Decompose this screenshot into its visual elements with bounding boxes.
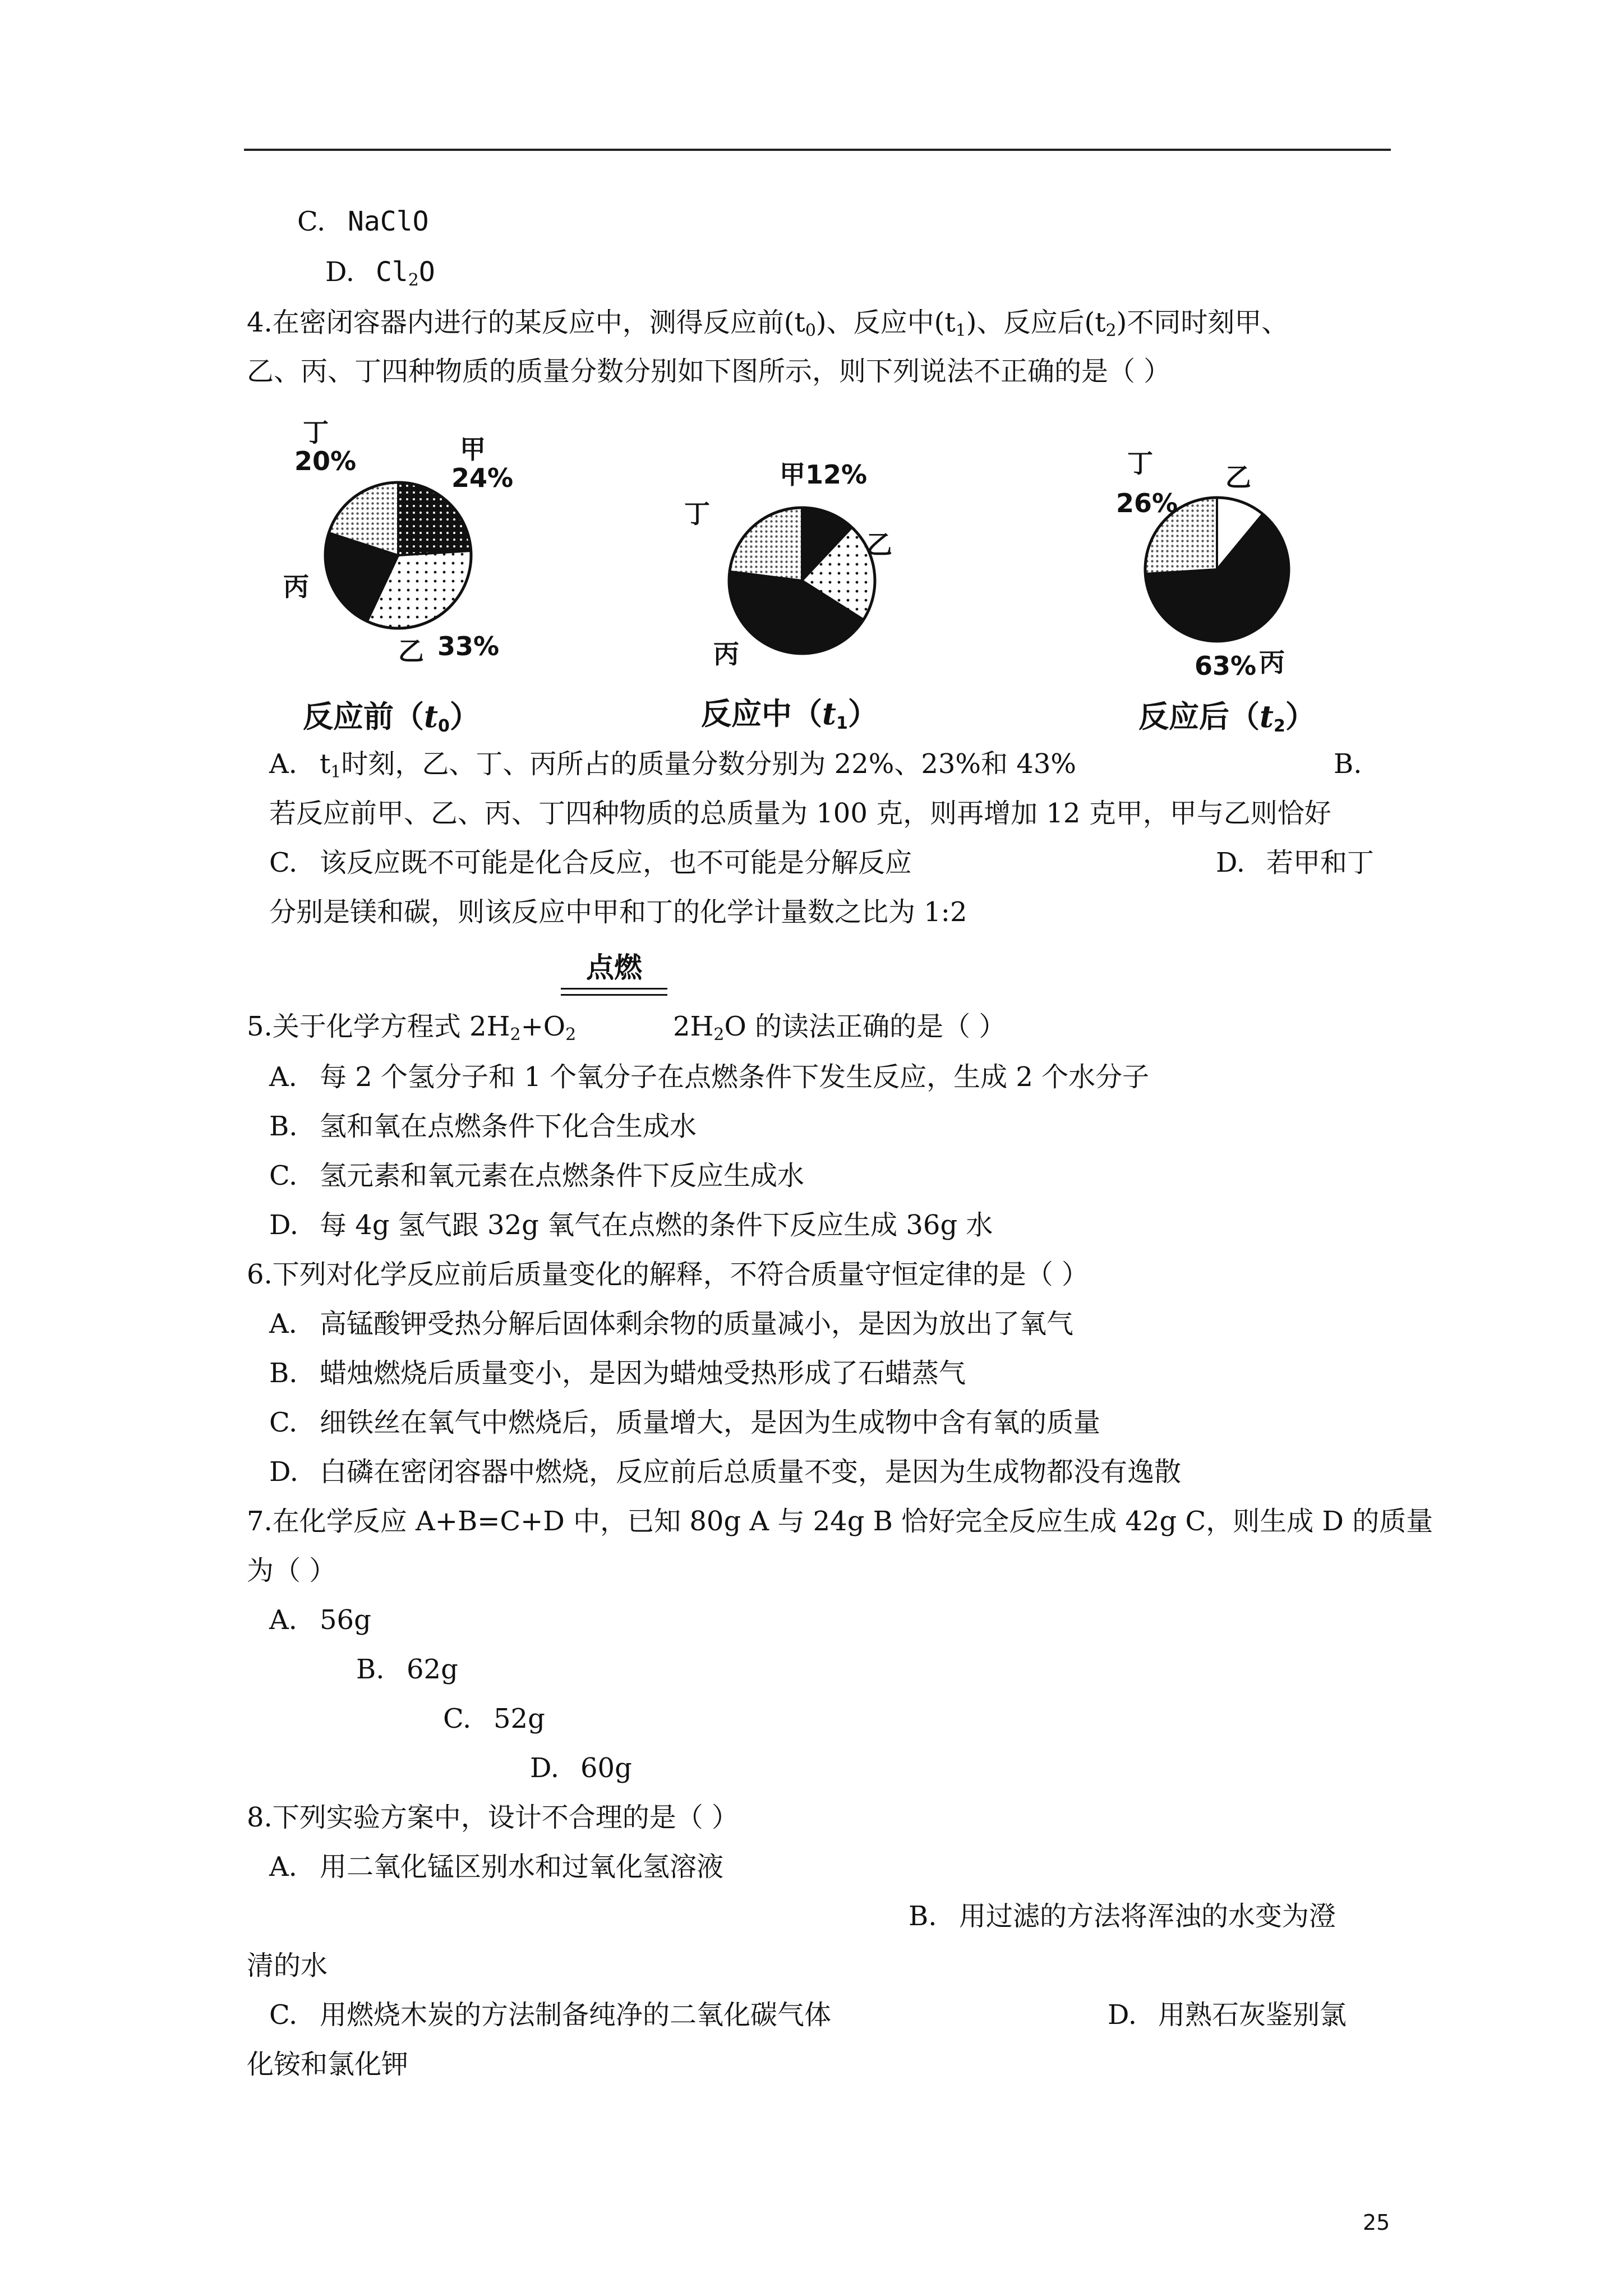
label-ding: 丁: [303, 417, 329, 448]
q4-stem-sub: 1: [955, 321, 966, 341]
option-text: 时刻，乙、丁、丙所占的质量分数分别为 22%、23%和 43%: [341, 748, 1076, 780]
option-letter: D.: [530, 1752, 560, 1784]
q3-option-c: [297, 205, 429, 238]
q6-option-d: [269, 1455, 1181, 1489]
option-text: 60g: [580, 1752, 632, 1784]
header-rule: [244, 149, 1391, 151]
condition-text: 点燃: [586, 951, 642, 984]
label-yi: 乙: [866, 530, 892, 560]
caption-var: t: [822, 696, 836, 731]
q8-option-a: [269, 1850, 723, 1884]
reaction-condition: [561, 951, 667, 996]
option-text: 白磷在密闭容器中燃烧，反应前后总质量不变，是因为生成物都没有逸散: [320, 1456, 1182, 1488]
caption-text: 反应中（: [701, 696, 822, 731]
label-bing: 丙: [713, 639, 739, 669]
option-text: 56g: [320, 1604, 371, 1636]
q6-stem: 6.下列对化学反应前后质量变化的解释，不符合质量守恒定律的是（ ）: [247, 1259, 1089, 1290]
caption-text: 反应前（: [303, 699, 424, 734]
pie-chart-during: [673, 443, 920, 740]
pie-chart-after: [1099, 438, 1340, 740]
option-letter: B.: [269, 1358, 298, 1389]
pie-caption: [701, 690, 878, 733]
option-text: 细铁丝在氧气中燃烧后，质量增大，是因为生成物中含有氧的质量: [320, 1407, 1101, 1438]
label-bing-pct: 63%: [1195, 651, 1257, 681]
option-letter: A.: [269, 748, 297, 780]
label-jia: 甲: [460, 434, 486, 464]
label-jia-pct: 24%: [451, 463, 514, 493]
label-ding-pct: 20%: [294, 446, 357, 476]
caption-sub: 2: [1273, 716, 1285, 736]
q5-option-a: [269, 1060, 1149, 1094]
label-ding: 丁: [684, 499, 710, 529]
caption-end: ）: [449, 699, 480, 734]
label-yi: 乙: [1225, 462, 1251, 493]
q7-stem-line1: 7.在化学反应 A+B=C+D 中，已知 80g A 与 24g B 恰好完全反应生成 42g C，则生成 D 的质量: [247, 1506, 1433, 1537]
option-text-sub: 1: [330, 762, 342, 782]
caption-var: t: [1260, 698, 1274, 734]
caption-text: 反应后（: [1138, 699, 1260, 734]
q5-stem: [247, 1010, 576, 1052]
q4-option-b-text: 若反应前甲、乙、丙、丁四种物质的总质量为 100 克，则再增加 12 克甲，甲与乙则恰好: [269, 798, 1331, 829]
label-bing: 丙: [283, 572, 309, 602]
q5-stem-sub: 2: [713, 1025, 725, 1045]
label-yi-pct: 33%: [437, 631, 500, 661]
q4-option-d: [1216, 846, 1374, 880]
option-letter: C.: [297, 206, 326, 237]
option-text: 蜡烛燃烧后质量变小，是因为蜡烛受热形成了石蜡蒸气: [320, 1358, 966, 1389]
option-text: 用熟石灰鉴别氯: [1158, 1999, 1347, 2031]
q8-stem: 8.下列实验方案中，设计不合理的是（ ）: [247, 1802, 739, 1833]
q8-option-b-cont: 清的水: [247, 1950, 328, 1981]
option-text: 用二氧化锰区别水和过氧化氢溶液: [320, 1851, 724, 1883]
option-text: 氢和氧在点燃条件下化合生成水: [320, 1111, 697, 1142]
q5-stem-part: +O: [520, 1011, 566, 1042]
q7-option-a: [269, 1603, 371, 1637]
option-letter: A.: [269, 1061, 297, 1093]
option-letter: C.: [269, 1160, 298, 1191]
option-letter: C.: [269, 1407, 298, 1438]
q5-stem-sub: 2: [510, 1025, 521, 1045]
q7-stem-line2: 为（ ）: [247, 1555, 336, 1586]
page-number: 25: [1363, 2210, 1390, 2235]
option-text-sub: 2: [408, 270, 419, 290]
q8-option-d-cont: 化铵和氯化钾: [247, 2049, 409, 2080]
q4-stem-sub: 0: [805, 321, 816, 341]
option-text: 每 2 个氢分子和 1 个氧分子在点燃条件下发生反应，生成 2 个水分子: [320, 1061, 1150, 1093]
equals-bar-top: [561, 988, 667, 990]
option-text: 该反应既不可能是化合反应，也不可能是分解反应: [320, 847, 912, 878]
label-ding: 丁: [1127, 448, 1153, 478]
q5-option-b: [269, 1110, 697, 1143]
pie-slices: [1145, 498, 1289, 641]
option-text: 用过滤的方法将浑浊的水变为澄: [959, 1901, 1336, 1932]
q5-stem-part: O 的读法正确的是（ ）: [724, 1011, 1006, 1042]
q5-option-d: [269, 1208, 993, 1242]
option-letter: C.: [443, 1703, 472, 1734]
option-text: 若甲和丁: [1266, 847, 1375, 878]
q4-stem-part: 4.在密闭容器内进行的某反应中，测得反应前(t: [247, 307, 805, 338]
q8-option-c: [269, 1998, 831, 2032]
caption-end: ）: [847, 696, 878, 731]
option-letter: D.: [1108, 1999, 1137, 2031]
q4-option-c: [269, 846, 912, 880]
q7-option-d: [530, 1751, 632, 1785]
equals-bar-bottom: [561, 994, 667, 996]
option-letter: D.: [325, 256, 355, 288]
option-text: 52g: [494, 1703, 545, 1734]
q4-option-a: [269, 747, 1076, 789]
option-text: 62g: [407, 1654, 458, 1685]
pie-caption: [1138, 693, 1316, 736]
caption-sub: 1: [836, 714, 848, 733]
option-text: 高锰酸钾受热分解后固体剩余物的质量减小，是因为放出了氧气: [320, 1308, 1074, 1340]
option-letter: B.: [356, 1654, 385, 1685]
option-text: 用燃烧木炭的方法制备纯净的二氧化碳气体: [320, 1999, 832, 2031]
q5-stem-sub: 2: [565, 1025, 577, 1045]
option-letter: D.: [1216, 847, 1246, 878]
option-text-post: O: [418, 256, 435, 288]
q4-stem-line2: 乙、丙、丁四种物质的质量分数分别如下图所示，则下列说法不正确的是（ ）: [247, 356, 1171, 387]
q4-option-d-cont: 分别是镁和碳，则该反应中甲和丁的化学计量数之比为 1:2: [269, 896, 967, 928]
pie-slices: [729, 508, 875, 654]
pie-caption: [303, 693, 480, 736]
q5-stem-cont: [673, 1010, 1006, 1052]
caption-var: t: [424, 698, 438, 734]
q6-option-b: [269, 1356, 966, 1390]
q4-stem-part: )不同时刻甲、: [1116, 307, 1289, 338]
option-letter: B.: [909, 1901, 937, 1932]
option-letter: C.: [269, 1999, 298, 2031]
option-letter: B.: [269, 1111, 298, 1142]
option-text-pre: t: [320, 748, 331, 780]
option-letter: D.: [269, 1456, 299, 1488]
label-jia: 甲12%: [780, 459, 868, 490]
option-text: 每 4g 氢气跟 32g 氧气在点燃的条件下反应生成 36g 水: [320, 1209, 993, 1241]
q5-stem-part: 5.关于化学方程式 2H: [247, 1011, 510, 1042]
option-text: 氢元素和氧元素在点燃条件下反应生成水: [320, 1160, 805, 1191]
q4-stem-part: )、反应中(t: [815, 307, 956, 338]
q8-option-b: [909, 1899, 1336, 1933]
option-letter: A.: [269, 1604, 297, 1636]
label-ding-pct: 26%: [1116, 488, 1178, 518]
q6-option-a: [269, 1307, 1073, 1341]
option-text: NaClO: [348, 206, 429, 237]
q4-stem-sub: 2: [1105, 321, 1117, 341]
q4-stem-part: )、反应后(t: [966, 307, 1106, 338]
q8-option-d: [1108, 1998, 1347, 2032]
label-bing: 丙: [1259, 647, 1285, 678]
option-letter: D.: [269, 1209, 299, 1241]
q3-option-d: [325, 255, 435, 297]
q5-stem-part: 2H: [673, 1011, 714, 1042]
q4-option-b-letter: B.: [1334, 748, 1362, 780]
q7-option-b: [356, 1653, 458, 1686]
option-text-pre: Cl: [376, 256, 408, 288]
q4-stem-line1: [247, 306, 1288, 348]
option-letter: A.: [269, 1851, 297, 1883]
option-letter: A.: [269, 1308, 297, 1340]
option-letter: C.: [269, 847, 298, 878]
caption-end: ）: [1285, 699, 1316, 734]
label-yi: 乙: [398, 636, 424, 666]
pie-chart-before: [269, 415, 538, 740]
q5-option-c: [269, 1159, 804, 1193]
pie-slices: [325, 482, 471, 628]
caption-sub: 0: [437, 716, 450, 736]
q7-option-c: [443, 1702, 545, 1736]
q6-option-c: [269, 1406, 1100, 1439]
